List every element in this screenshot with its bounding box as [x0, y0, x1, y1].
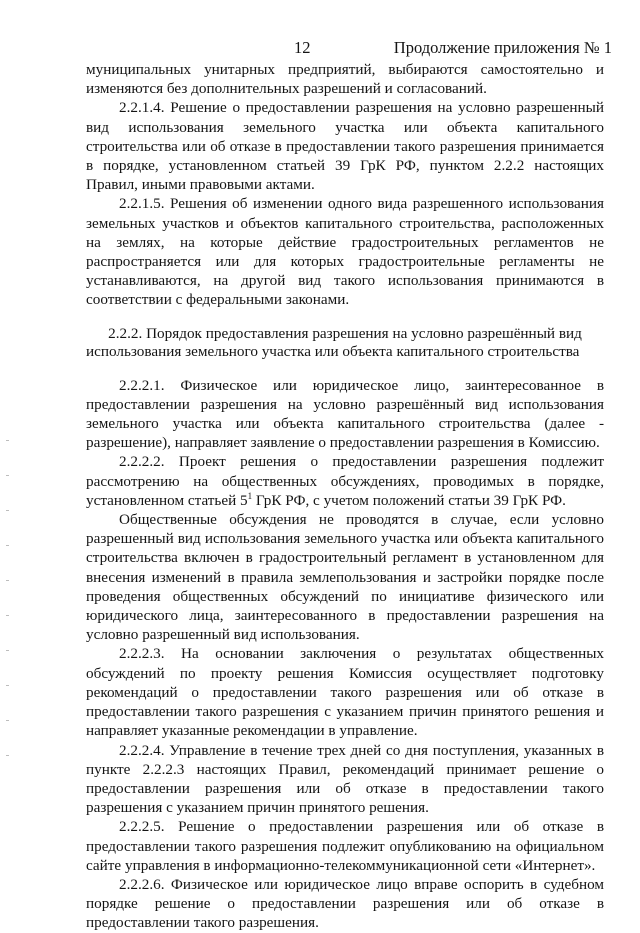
- paragraph-2-2-1-4: 2.2.1.4. Решение о предоставлении разрешения на условно разрешенный вид использования земельного участка или объекта капитального строительства или об отказе в предоставлении такого разрешения принимается в порядке, установленном статьей 39 ГрК РФ, пунктом 2.2.2 настоящих Правил, иными правовыми актами.: [86, 99, 604, 194]
- page-number: 12: [294, 38, 311, 57]
- paragraph-2-2-1-5: 2.2.1.5. Решения об изменении одного вида разрешенного использования земельных участков и объектов капитального строительства, расположенных на землях, на которые действие градостроительных регламентов не распространяется или для которых градостроительные регламенты не устанавливаются, на другой вид такого использования принимаются в соответствии с федеральными законами.: [86, 195, 604, 309]
- section-heading-2-2-2: 2.2.2. Порядок предоставления разрешения на условно разрешённый вид использования земельного участка или объекта капитального строительства: [86, 324, 582, 360]
- paragraph-2-2-2-2: [86, 452, 604, 510]
- paragraph-2-2-2-5: 2.2.2.5. Решение о предоставлении разрешения или об отказе в предоставлении такого разрешения подлежит опубликованию на официальном сайте управления в информационно-телекоммуникационной сети «Интернет».: [86, 818, 604, 874]
- page-header: [0, 38, 640, 60]
- paragraph-continuation: муниципальных унитарных предприятий, выбираются самостоятельно и изменяются без дополнительных разрешений и согласований.: [86, 61, 604, 98]
- paragraph-2-2-2-4: 2.2.2.4. Управление в течение трех дней со дня поступления, указанных в пункте 2.2.2.3 настоящих Правил, рекомендаций принимает решение о предоставлении разрешения или об отказе в предоставлении такого разрешения с указанием причин принятого решения.: [86, 741, 604, 817]
- document-body: [86, 60, 604, 933]
- paragraph-2-2-2-1: 2.2.2.1. Физическое или юридическое лицо, заинтересованное в предоставлении разрешения на условно разрешённый вид использования земельного участка или объекта капитального строительства (далее - разрешение), направляет заявление о предоставлении разрешения в Комиссию.: [86, 376, 604, 452]
- paragraph-2-2-2-2-text-end: ГрК РФ, с учетом положений статьи 39 ГрК РФ.: [252, 491, 566, 509]
- article-superscript: 1: [247, 490, 253, 501]
- paragraph-public-hearings-exception: Общественные обсуждения не проводятся в случае, если условно разрешенный вид использования земельного участка или объекта капитального строительства включен в градостроительный регламент в установленном для внесения изменений в правила землепользования и застройки порядке после проведения общественных обсуждений по инициативе физического или юридического лица, заинтересованного в предоставлении разрешения на условно разрешенный вид использования.: [86, 511, 604, 644]
- appendix-continuation-label: Продолжение приложения № 1: [393, 38, 612, 57]
- paragraph-2-2-2-2-text-start: 2.2.2.2. Проект решения о предоставлении разрешения подлежит рассмотрению на общественных обсуждениях, проводимых в порядке, установленном статьей 5: [86, 453, 604, 509]
- paragraph-2-2-2-3: 2.2.2.3. На основании заключения о результатах общественных обсуждений по проекту решения Комиссия осуществляет подготовку рекомендаций о предоставлении такого разрешения или об отказе в предоставлении такого разрешения с указанием причин принятого решения и направляет указанные рекомендации в управление.: [86, 645, 604, 740]
- paragraph-2-2-2-6: 2.2.2.6. Физическое или юридическое лицо вправе оспорить в судебном порядке решение о предоставлении разрешения или об отказе в предоставлении такого разрешения.: [86, 875, 604, 932]
- scan-margin-marks: [6, 440, 12, 840]
